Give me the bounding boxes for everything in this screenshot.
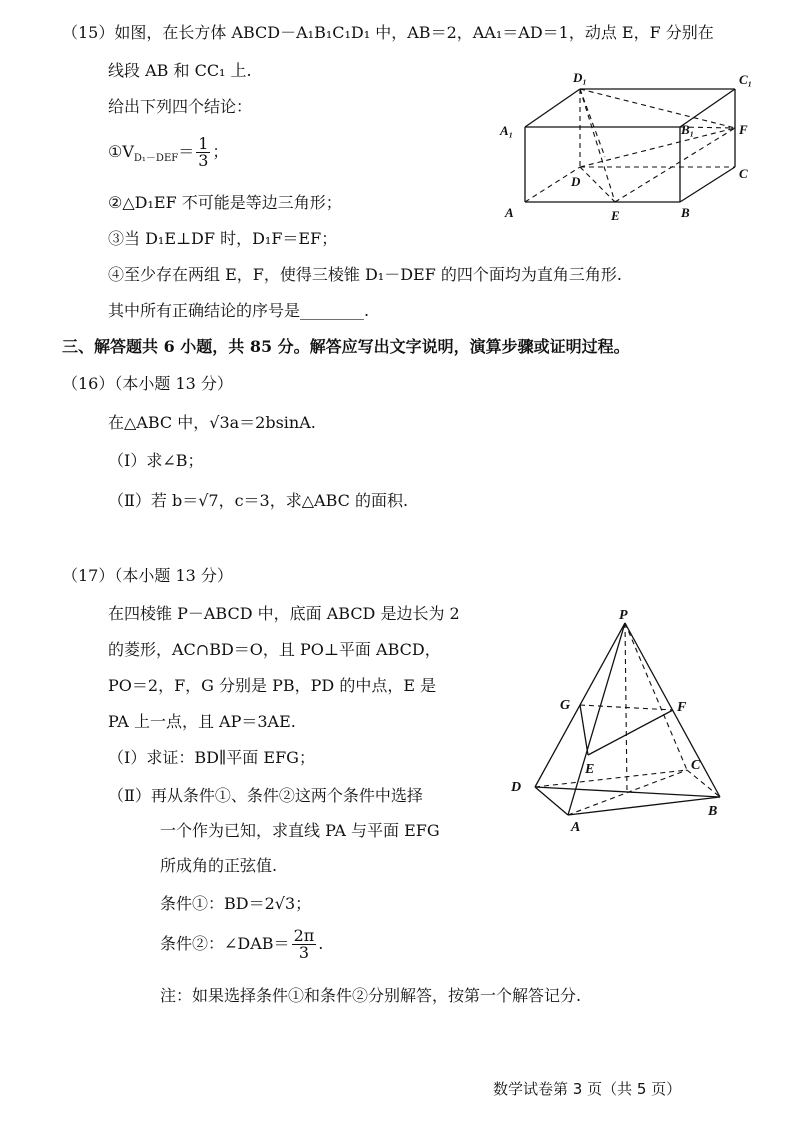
label-D: D <box>571 174 581 189</box>
q17-stem-line2: 的菱形，AC∩BD＝O，且 PO⊥平面 ABCD， <box>108 640 441 659</box>
label-P: P <box>619 608 628 623</box>
q17-stem-line4: PA 上一点，且 AP＝3AE. <box>108 712 296 731</box>
section-3-heading: 三、解答题共 6 小题，共 85 分。解答应写出文字说明，演算步骤或证明过程。 <box>62 337 630 356</box>
cond2-prefix: 条件②：∠DAB＝ <box>160 934 290 953</box>
c1-numerator: 1 <box>198 134 209 153</box>
cond2-numerator: 2π <box>293 926 315 945</box>
q15-conclusion-1 <box>108 134 228 177</box>
cuboid-figure <box>495 62 775 232</box>
q16-part2: （Ⅱ）若 b＝√7，c＝3，求△ABC 的面积. <box>108 491 409 510</box>
q17-part2-line3: 所成角的正弦值. <box>160 856 278 875</box>
cond2-suffix: . <box>318 934 324 953</box>
q15-intro: 给出下列四个结论： <box>108 97 253 116</box>
c1-equals: ＝ <box>178 142 195 161</box>
q15-conclusion-2: ②△D₁EF 不可能是等边三角形； <box>108 193 342 212</box>
label-B1: B₁ <box>681 122 695 137</box>
q17-part2-line1: （Ⅱ）再从条件①、条件②这两个条件中选择 <box>108 786 423 805</box>
q17-header: （17）（本小题 13 分） <box>62 566 233 585</box>
label-B: B <box>681 205 690 220</box>
page-footer: 数学试卷第 3 页（共 5 页） <box>493 1080 682 1098</box>
label-D1: D₁ <box>573 70 587 85</box>
q16-header: （16）（本小题 13 分） <box>62 374 233 393</box>
q15-conclusion-3: ③当 D₁E⊥DF 时，D₁F＝EF； <box>108 229 338 248</box>
label-A1: A₁ <box>500 123 514 138</box>
pyramid-figure <box>505 605 735 855</box>
q17-note: 注：如果选择条件①和条件②分别解答，按第一个解答记分. <box>160 986 582 1005</box>
label-C2: C <box>691 758 701 773</box>
q15-conclusion-4: ④至少存在两组 E，F，使得三棱锥 D₁－DEF 的四个面均为直角三角形. <box>108 265 622 284</box>
q16-stem: 在△ABC 中，√3a＝2bsinA. <box>108 413 316 432</box>
c1-denominator: 3 <box>198 151 209 170</box>
q15-stem-line2: 线段 AB 和 CC₁ 上. <box>108 61 252 80</box>
q17-part2-line2: 一个作为已知，求直线 PA 与平面 EFG <box>160 821 440 840</box>
label-D2: D <box>511 780 522 795</box>
label-A2: A <box>571 820 581 835</box>
label-G: G <box>560 698 571 713</box>
q15-stem-line1: （15）如图，在长方体 ABCD－A₁B₁C₁D₁ 中，AB＝2，AA₁＝AD＝1，动点 E，F 分别在 <box>62 23 714 42</box>
q17-part1: （Ⅰ）求证：BD∥平面 EFG； <box>108 748 315 767</box>
c1-prefix: ①V <box>108 142 134 161</box>
label-C: C <box>739 166 748 181</box>
q17-stem-line1: 在四棱锥 P－ABCD 中，底面 ABCD 是边长为 2 <box>108 604 460 623</box>
c1-suffix: ； <box>212 142 229 161</box>
label-E: E <box>611 208 620 223</box>
cond2-fraction <box>292 928 317 961</box>
q17-condition-2 <box>160 926 323 962</box>
c1-fraction <box>196 136 210 169</box>
label-F: F <box>739 122 748 137</box>
label-A: A <box>505 205 514 220</box>
q15-question: 其中所有正确结论的序号是________. <box>108 301 370 320</box>
label-E2: E <box>585 762 595 777</box>
label-F2: F <box>677 700 687 715</box>
cond2-denominator: 3 <box>298 943 309 962</box>
q16-part1: （Ⅰ）求∠B； <box>108 451 204 470</box>
q17-condition-1: 条件①：BD＝2√3； <box>160 894 312 913</box>
c1-subscript: D₁－DEF <box>133 153 179 165</box>
label-C1: C₁ <box>739 72 753 87</box>
q17-stem-line3: PO＝2，F，G 分别是 PB，PD 的中点，E 是 <box>108 676 437 695</box>
label-B2: B <box>708 804 718 819</box>
